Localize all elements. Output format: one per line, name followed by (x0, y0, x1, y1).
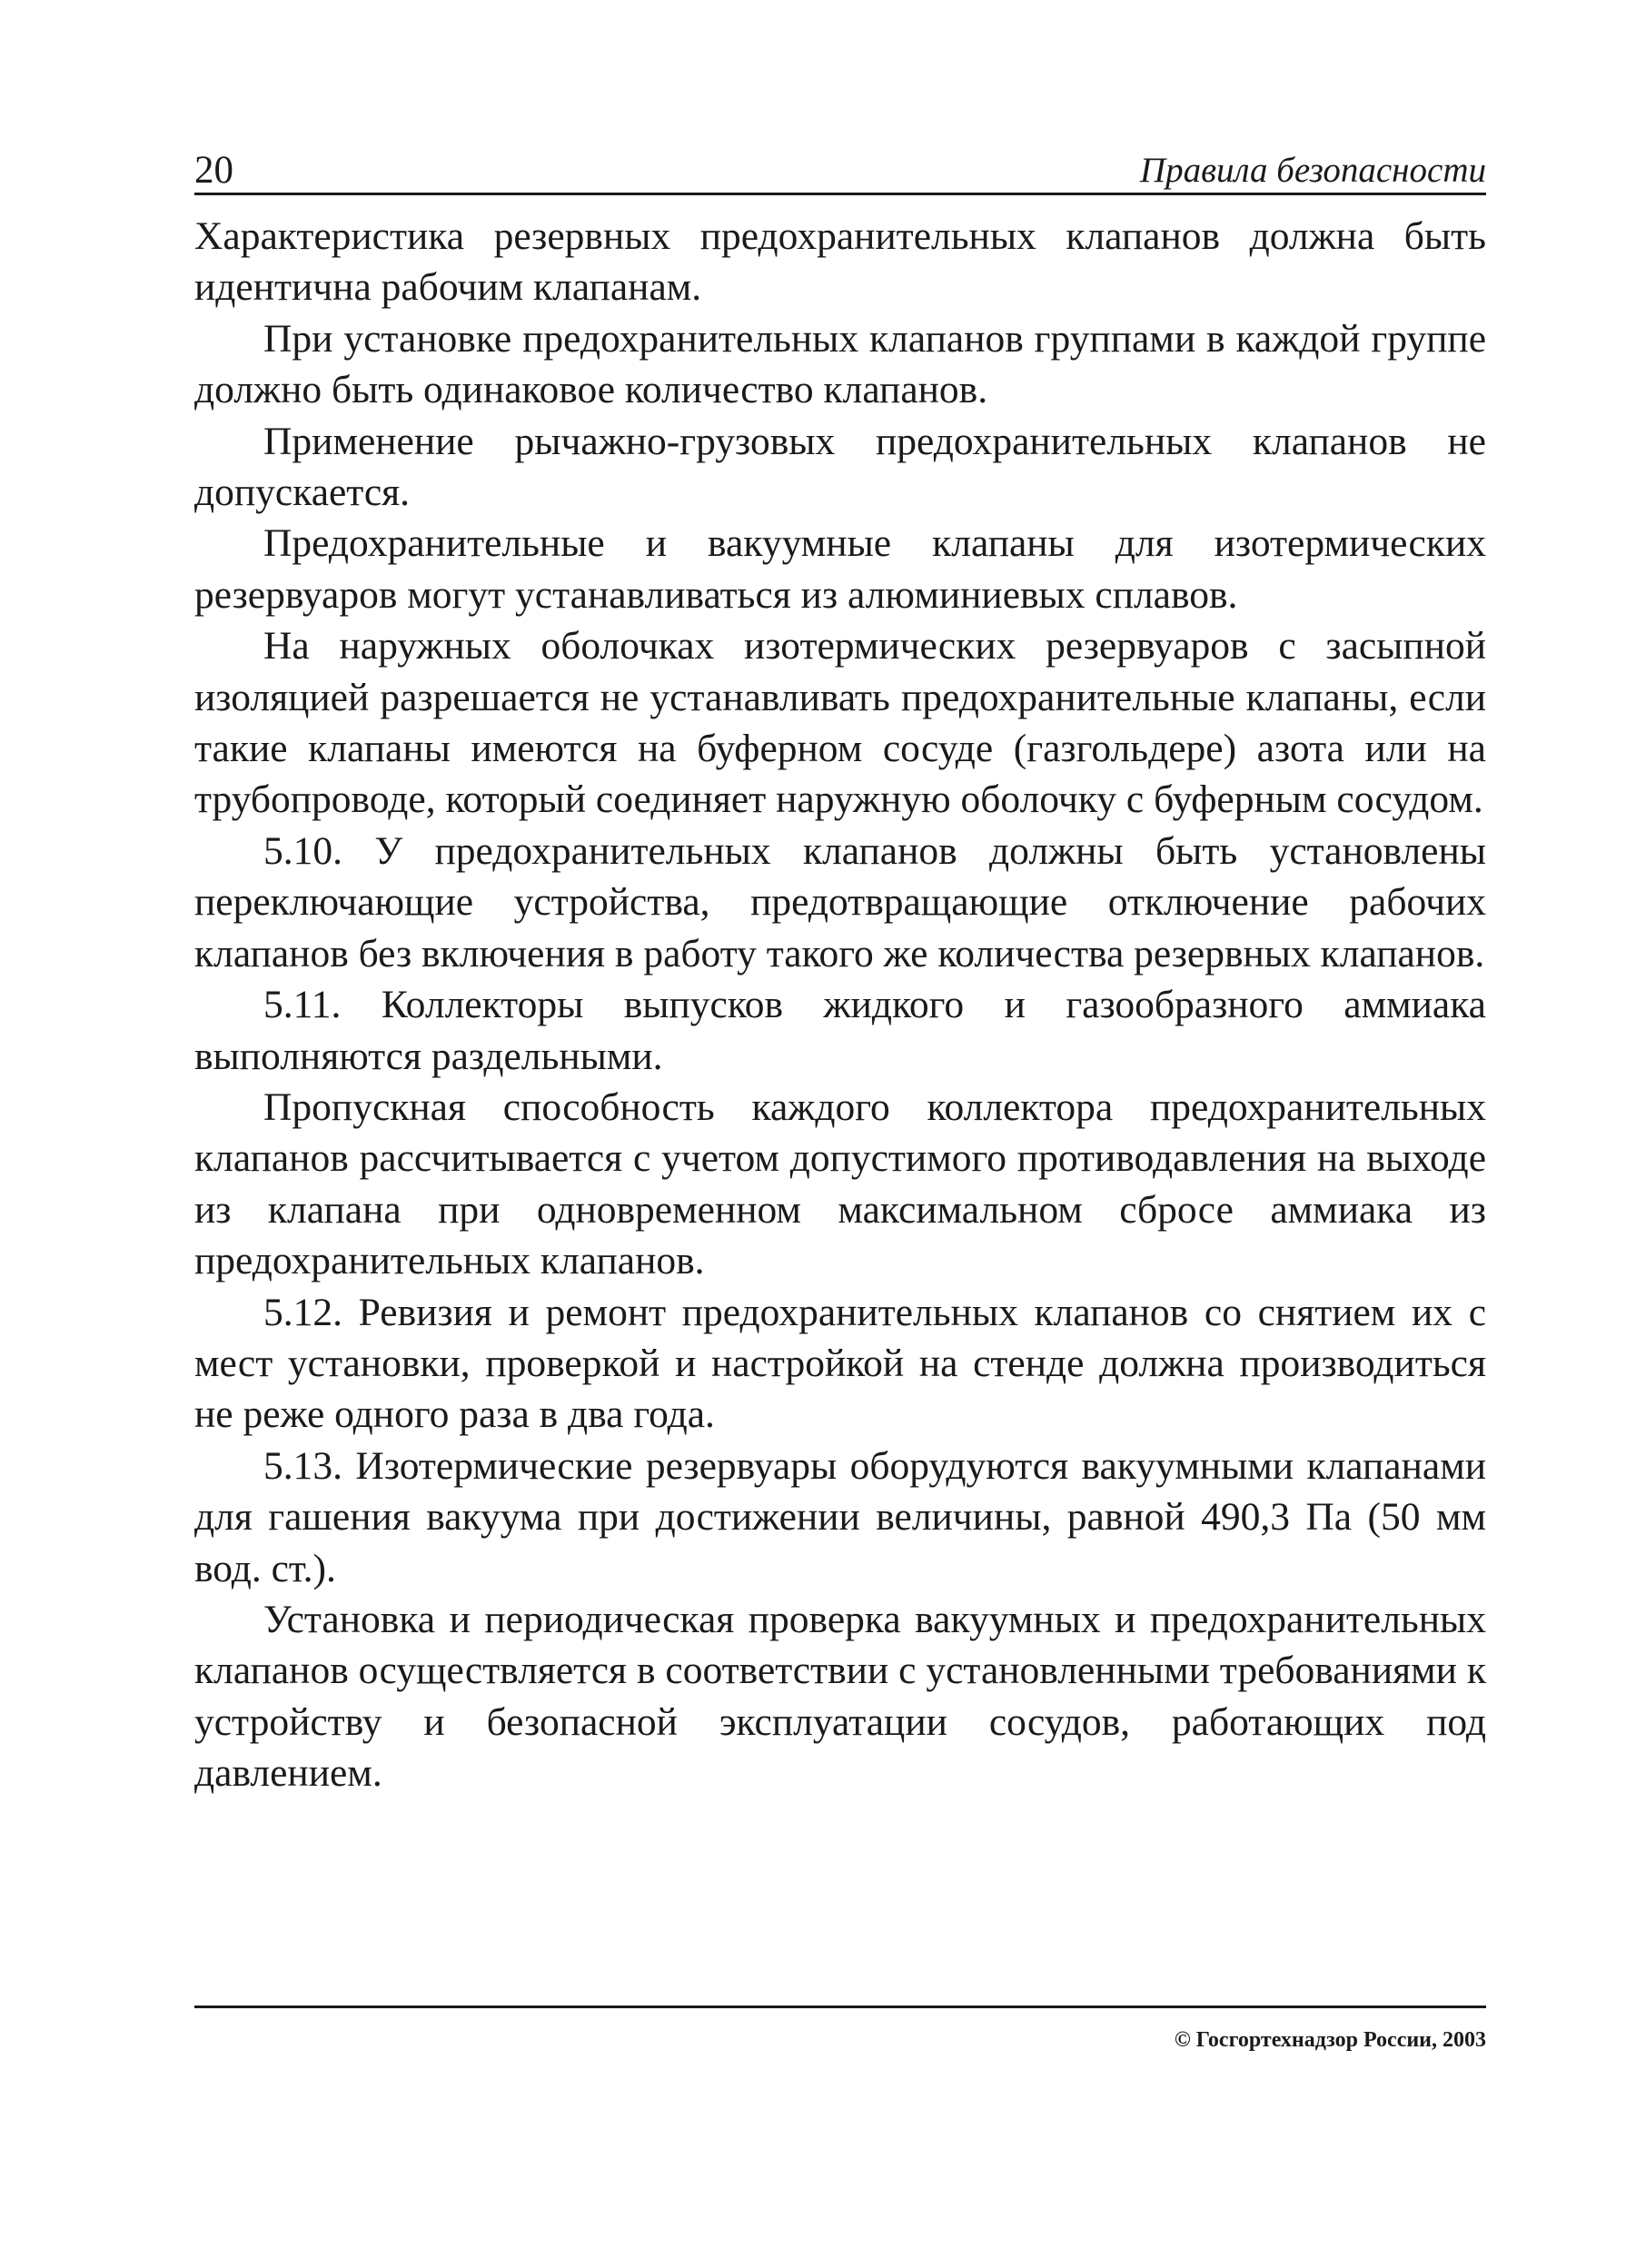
paragraph-3: Применение рычажно-грузовых предохранительных клапанов не допускается. (194, 419, 1486, 515)
paragraph-5-13: 5.13. Изотермические резервуары оборудуются вакуумными клапанами для гашения вакуума при достижении величины, равной 490,3 Па (50 мм вод. ст.). (194, 1443, 1486, 1590)
copyright-notice: © Госгортехнадзор России, 2003 (1174, 2028, 1486, 2052)
paragraph-5-11: 5.11. Коллекторы выпусков жидкого и газообразного аммиака выполняются раздельными. (194, 983, 1486, 1078)
running-title: Правила безопасности (1139, 151, 1486, 190)
page-header (194, 145, 1486, 200)
paragraph-1: Характеристика резервных предохранительных клапанов должна быть идентична рабочим клапанам. (194, 214, 1486, 310)
paragraph-11: Установка и периодическая проверка вакуумных и предохранительных клапанов осуществляется в соответствии с установленными требованиями к устройству и безопасной эксплуатации сосудов, работающих под давлением. (194, 1597, 1486, 1796)
footer-rule (194, 2006, 1486, 2008)
paragraph-5-10: 5.10. У предохранительных клапанов должны быть установлены переключающие устройства, предотвращающие отключение рабочих клапанов без включения в работу такого же количества резервных клапанов. (194, 828, 1486, 976)
paragraph-4: Предохранительные и вакуумные клапаны для изотермических резервуаров могут устанавливаться из алюминиевых сплавов. (194, 521, 1486, 617)
paragraph-5-12: 5.12. Ревизия и ремонт предохранительных клапанов со снятием их с мест установки, проверкой и настройкой на стенде должна производиться не реже одного раза в два года. (194, 1290, 1486, 1437)
paragraph-8: Пропускная способность каждого коллектора предохранительных клапанов рассчитывается с учетом допустимого противодавления на выходе из клапана при одновременном максимальном сбросе аммиака из предохранительных клапанов. (194, 1084, 1486, 1283)
page-number: 20 (194, 149, 233, 192)
header-rule (194, 193, 1486, 195)
paragraph-5: На наружных оболочках изотермических резервуаров с засыпной изоляцией разрешается не устанавливать предохранительные клапаны, если такие клапаны имеются на буферном сосуде (газгольдере) азота или на трубопроводе, который соединяет наружную оболочку с буферным сосудом. (194, 624, 1486, 822)
paragraph-2: При установке предохранительных клапанов группами в каждой группе должно быть одинаковое количество клапанов. (194, 316, 1486, 412)
body-text (194, 211, 1486, 1799)
